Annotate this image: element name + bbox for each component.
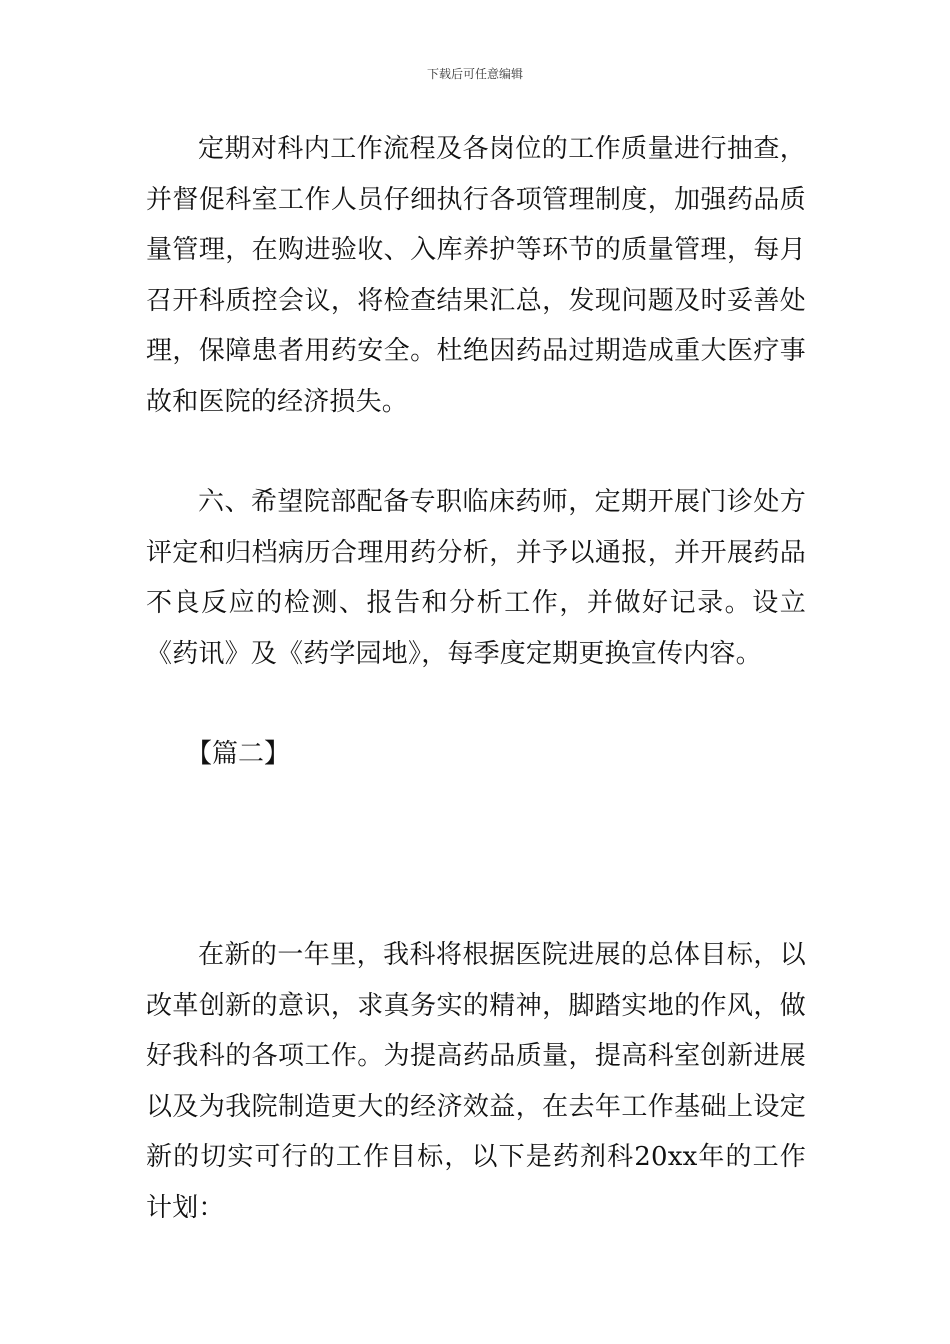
paragraph-new-year-plan: 在新的一年里，我科将根据医院进展的总体目标，以改革创新的意识，求真务实的精神，脚踏实地的作风，做好我科的各项工作。为提高药品质量，提高科室创新进展以及为我院制造更大的经济效益，在去年工作基础上设定新的切实可行的工作目标，以下是药剂科20xx年的工作计划： (146, 940, 806, 1223)
paragraph-clinical-pharmacist: 六、希望院部配备专职临床药师，定期开展门诊处方评定和归档病历合理用药分析，并予以通报，并开展药品不良反应的检测、报告和分析工作，并做好记录。设立《药讯》及《药学园地》，每季度定期更换宣传内容。 (146, 487, 806, 669)
section-heading: 【篇二】 (186, 739, 291, 769)
document-body (146, 124, 806, 1233)
paragraph-quality-inspection: 定期对科内工作流程及各岗位的工作质量进行抽查，并督促科室工作人员仔细执行各项管理制度，加强药品质量管理，在购进验收、入库养护等环节的质量管理，每月召开科质控会议，将检查结果汇总，发现问题及时妥善处理，保障患者用药安全。杜绝因药品过期造成重大医疗事故和医院的经济损失。 (146, 134, 806, 417)
download-note: 下载后可任意编辑 (426, 67, 523, 81)
